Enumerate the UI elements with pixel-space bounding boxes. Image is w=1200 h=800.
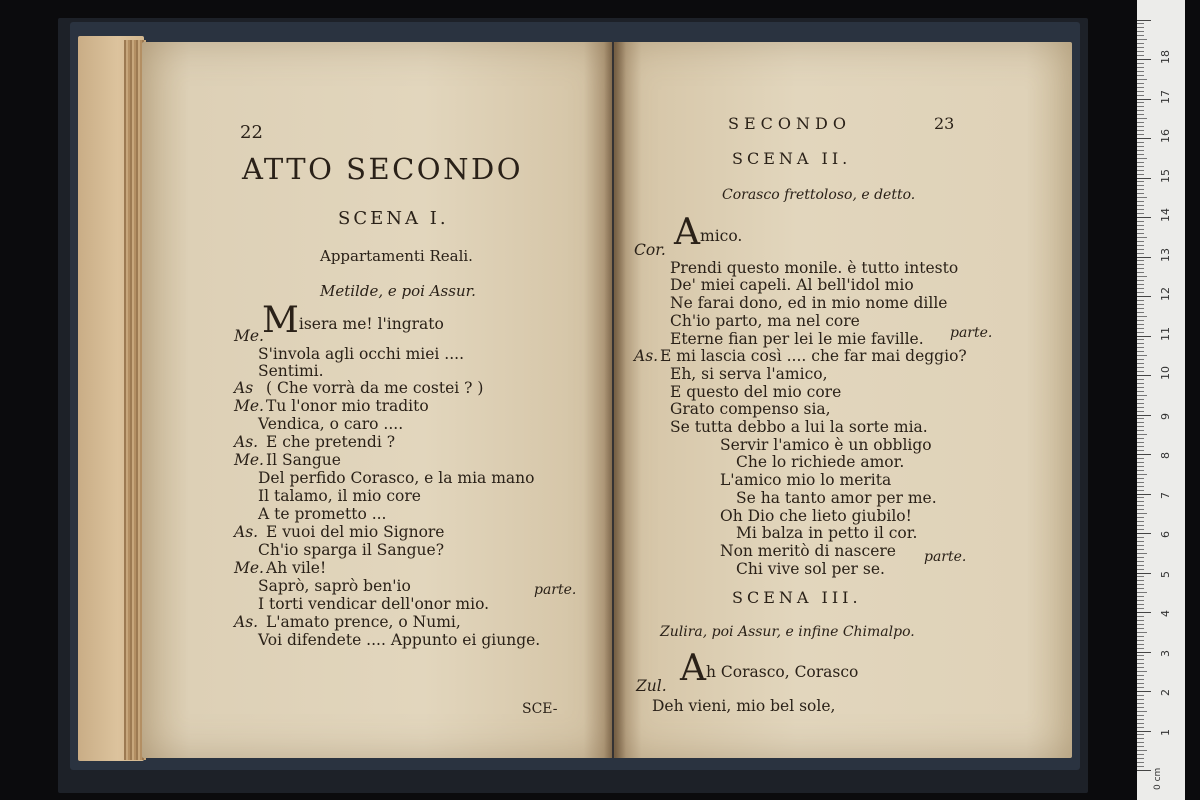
ruler-tick	[1137, 142, 1144, 143]
ruler-tick	[1137, 280, 1144, 281]
ruler-tick	[1137, 565, 1144, 566]
ruler-tick	[1137, 387, 1144, 388]
ruler-tick	[1137, 39, 1147, 40]
ruler-tick	[1137, 122, 1144, 123]
ruler-tick	[1137, 20, 1151, 21]
ruler-tick	[1137, 189, 1144, 190]
ruler-tick	[1137, 727, 1144, 728]
dialogue-line: E mi lascia così .... che far mai deggio?	[660, 347, 967, 366]
speaker-label: As	[234, 379, 254, 397]
ruler-tick	[1137, 249, 1144, 250]
ruler-tick	[1137, 640, 1144, 641]
ruler-tick	[1137, 363, 1144, 364]
right-page-number: 23	[934, 114, 955, 133]
ruler-tick	[1137, 300, 1144, 301]
dialogue-line: E vuoi del mio Signore	[266, 523, 445, 541]
ruler-tick	[1137, 446, 1144, 447]
speaker-label: Me.	[234, 559, 264, 577]
ruler-tick	[1137, 355, 1147, 356]
ruler-tick	[1137, 403, 1144, 404]
dialogue-line: Vendica, o caro ....	[258, 415, 404, 433]
ruler-tick	[1137, 79, 1147, 80]
left-page-number: 22	[240, 122, 263, 143]
ruler-tick	[1137, 383, 1144, 384]
ruler-label: 1	[1159, 728, 1172, 736]
ruler-tick	[1137, 675, 1144, 676]
ruler-tick	[1137, 316, 1147, 317]
ruler-tick	[1137, 312, 1144, 313]
ruler-tick	[1137, 339, 1144, 340]
ruler-tick	[1137, 659, 1144, 660]
speaker-label: Me.	[234, 451, 264, 469]
ruler-label: 10	[1159, 366, 1172, 380]
dialogue-line: Chi vive sol per se.	[736, 559, 885, 578]
ruler-tick	[1137, 636, 1144, 637]
ruler-tick	[1137, 754, 1144, 755]
ruler-tick	[1137, 762, 1144, 763]
ruler-tick	[1137, 162, 1144, 163]
ruler-tick	[1137, 146, 1144, 147]
ruler-tick	[1137, 276, 1147, 277]
ruler-tick	[1137, 573, 1151, 574]
ruler-tick	[1137, 268, 1144, 269]
ruler-tick	[1137, 399, 1144, 400]
ruler-tick	[1137, 486, 1144, 487]
ruler-tick	[1137, 185, 1144, 186]
speaker-label: As.	[234, 433, 259, 451]
ruler-tick	[1137, 91, 1144, 92]
ruler-tick	[1137, 723, 1144, 724]
ruler-label: 2	[1159, 689, 1172, 696]
ruler-tick	[1137, 731, 1151, 732]
ruler-label: 4	[1159, 610, 1172, 617]
ruler-tick	[1137, 351, 1144, 352]
ruler-tick	[1137, 55, 1144, 56]
speaker-label: As.	[234, 523, 259, 541]
dialogue-line: Voi difendete .... Appunto ei giunge.	[258, 631, 541, 649]
ruler-tick	[1137, 43, 1144, 44]
ruler-tick	[1137, 600, 1144, 601]
dialogue-line-rest: isera me! l'ingrato	[298, 315, 444, 333]
ruler-tick	[1137, 628, 1144, 629]
ruler-tick	[1137, 87, 1144, 88]
ruler-tick	[1137, 588, 1144, 589]
ruler-tick	[1137, 114, 1144, 115]
scene-heading-3: SCENA III.	[732, 588, 862, 607]
scene-setting: Appartamenti Reali.	[320, 247, 473, 265]
ruler-label: 17	[1159, 89, 1172, 104]
ruler-tick	[1137, 422, 1144, 423]
dialogue-line: Tu l'onor mio tradito	[266, 397, 429, 415]
ruler-label: 14	[1159, 208, 1172, 222]
dialogue-line: Del perfido Corasco, e la mia mano	[258, 469, 535, 487]
ruler-tick	[1137, 517, 1144, 518]
ruler-tick	[1137, 521, 1144, 522]
ruler-tick	[1137, 138, 1151, 139]
ruler-tick	[1137, 253, 1144, 254]
ruler-tick	[1137, 470, 1144, 471]
ruler-tick	[1137, 324, 1144, 325]
ruler-tick	[1137, 237, 1147, 238]
ruler-tick	[1137, 679, 1144, 680]
drop-capital: A	[674, 212, 700, 253]
right-page	[614, 42, 1072, 758]
exit-direction-2: parte.	[924, 549, 967, 565]
ruler-tick	[1137, 719, 1144, 720]
ruler-tick	[1137, 490, 1144, 491]
ruler-tick	[1137, 738, 1144, 739]
ruler-tick	[1137, 766, 1144, 767]
ruler-tick	[1137, 166, 1144, 167]
ruler-tick	[1137, 31, 1144, 32]
ruler-tick	[1137, 648, 1144, 649]
dialogue-line-rest: mico.	[700, 227, 743, 245]
ruler-tick	[1137, 284, 1144, 285]
ruler-tick	[1137, 367, 1144, 368]
ruler-tick	[1137, 118, 1147, 119]
ruler-tick	[1137, 170, 1144, 171]
ruler-tick	[1137, 158, 1147, 159]
ruler-tick	[1137, 576, 1144, 577]
ruler-tick	[1137, 260, 1144, 261]
ruler-tick	[1137, 304, 1144, 305]
ruler-tick	[1137, 426, 1144, 427]
open-book	[74, 26, 1074, 770]
ruler-tick	[1137, 347, 1144, 348]
exit-direction: parte.	[534, 582, 577, 598]
ruler-tick	[1137, 466, 1144, 467]
ruler-tick	[1137, 197, 1147, 198]
dialogue-line: Sentimi.	[258, 362, 324, 380]
ruler-tick	[1137, 343, 1144, 344]
ruler-tick	[1137, 742, 1144, 743]
ruler-tick	[1137, 758, 1144, 759]
ruler-tick	[1137, 130, 1144, 131]
ruler-tick	[1137, 683, 1144, 684]
ruler-tick	[1137, 257, 1151, 258]
ruler-tick	[1137, 418, 1144, 419]
ruler-tick	[1137, 695, 1144, 696]
scene-heading-2: SCENA II.	[732, 149, 852, 168]
ruler-tick	[1137, 59, 1151, 60]
ruler-tick	[1137, 430, 1144, 431]
dialogue-line-rest: h Corasco, Corasco	[706, 663, 859, 681]
ruler-tick	[1137, 201, 1144, 202]
dialogue-line: L'amico mio lo merita	[720, 471, 892, 490]
ruler-tick	[1137, 715, 1144, 716]
scene-heading: SCENA I.	[338, 208, 449, 229]
exit-direction-1: parte.	[950, 325, 993, 341]
dialogue-line: Eh, si serva l'amico,	[670, 364, 828, 383]
ruler-tick	[1137, 699, 1144, 700]
dialogue-line: ( Che vorrà da me costei ? )	[266, 379, 484, 397]
ruler-tick	[1137, 71, 1144, 72]
ruler-tick	[1137, 553, 1147, 554]
dialogue-line: Servir l'amico è un obbligo	[720, 435, 932, 454]
dialogue-line: A te prometto ...	[258, 505, 387, 523]
ruler-tick	[1137, 134, 1144, 135]
ruler-label: 13	[1159, 247, 1172, 262]
act-title: ATTO SECONDO	[242, 152, 523, 186]
dialogue-line: Il talamo, il mio core	[258, 487, 421, 505]
ruler-tick	[1137, 474, 1147, 475]
drop-capital: A	[680, 648, 706, 689]
ruler-tick	[1137, 592, 1147, 593]
ruler-label: 6	[1159, 531, 1172, 538]
ruler-tick	[1137, 438, 1144, 439]
ruler-tick	[1137, 620, 1144, 621]
scene-characters-3: Zulira, poi Assur, e infine Chimalpo.	[660, 624, 915, 640]
ruler-tick	[1137, 27, 1144, 28]
ruler-tick	[1137, 391, 1144, 392]
ruler-tick	[1137, 154, 1144, 155]
ruler-tick	[1137, 450, 1144, 451]
ruler-tick	[1137, 632, 1147, 633]
ruler-tick	[1137, 99, 1151, 100]
ruler-label: 7	[1159, 491, 1172, 499]
ruler-tick	[1137, 569, 1144, 570]
ruler-tick	[1137, 557, 1144, 558]
ruler-tick	[1137, 454, 1151, 455]
ruler-tick	[1137, 655, 1144, 656]
ruler-tick	[1137, 608, 1144, 609]
dialogue-line	[674, 212, 743, 253]
ruler-tick	[1137, 537, 1144, 538]
ruler-tick	[1137, 233, 1144, 234]
ruler-tick	[1137, 110, 1144, 111]
ruler-tick	[1137, 462, 1144, 463]
book-gutter	[604, 42, 626, 758]
ruler-tick	[1137, 371, 1144, 372]
ruler-tick	[1137, 229, 1144, 230]
ruler-tick	[1137, 750, 1147, 751]
dialogue-line: De' miei capeli. Al bell'idol mio	[670, 276, 914, 295]
ruler-label: 5	[1159, 570, 1172, 578]
ruler-tick	[1137, 205, 1144, 206]
ruler-label: 8	[1159, 452, 1172, 459]
ruler-tick	[1137, 83, 1144, 84]
dialogue-line: Oh Dio che lieto giubilo!	[720, 506, 912, 525]
ruler-tick	[1137, 478, 1144, 479]
ruler-tick	[1137, 63, 1144, 64]
dialogue-line: Se tutta debbo a lui la sorte mia.	[670, 418, 928, 436]
ruler-tick	[1137, 415, 1151, 416]
ruler-tick	[1137, 292, 1144, 293]
ruler-tick	[1137, 652, 1151, 653]
ruler-tick	[1137, 23, 1144, 24]
ruler-tick	[1137, 150, 1144, 151]
ruler-tick	[1137, 584, 1144, 585]
ruler-tick	[1137, 691, 1151, 692]
ruler-label: 16	[1159, 129, 1172, 143]
ruler-tick	[1137, 616, 1144, 617]
ruler-tick	[1137, 525, 1144, 526]
ruler-tick	[1137, 509, 1144, 510]
ruler-tick	[1137, 213, 1144, 214]
ruler-tick	[1137, 770, 1151, 771]
ruler-tick	[1137, 217, 1151, 218]
ruler-tick	[1137, 245, 1144, 246]
dialogue-line: Prendi questo monile. è tutto intesto	[670, 258, 959, 277]
ruler-label: 11	[1159, 326, 1172, 341]
dialogue-line: Eterne fian per lei le mie faville.	[670, 329, 924, 348]
ruler-tick	[1137, 545, 1144, 546]
left-page	[142, 42, 612, 758]
ruler-tick	[1137, 225, 1144, 226]
speaker-label: As.	[634, 347, 659, 366]
ruler-tick	[1137, 102, 1144, 103]
ruler-label: 3	[1159, 649, 1172, 657]
dialogue-line: Ne farai dono, ed in mio nome dille	[670, 294, 948, 313]
ruler-tick	[1137, 178, 1151, 179]
ruler-tick	[1137, 533, 1151, 534]
ruler-tick	[1137, 612, 1151, 613]
ruler-tick	[1137, 497, 1144, 498]
ruler-tick	[1137, 375, 1151, 376]
ruler-tick	[1137, 407, 1144, 408]
ruler-tick	[1137, 126, 1144, 127]
ruler-tick	[1137, 687, 1144, 688]
ruler-tick	[1137, 505, 1144, 506]
ruler-tick	[1137, 35, 1144, 36]
ruler-tick	[1137, 308, 1144, 309]
ruler-tick	[1137, 174, 1144, 175]
dialogue-line: Non meritò di nascere	[720, 541, 896, 560]
ruler-tick	[1137, 604, 1144, 605]
ruler-label: 15	[1159, 168, 1172, 183]
dialogue-line	[680, 648, 859, 689]
ruler-tick	[1137, 106, 1144, 107]
ruler-tick	[1137, 707, 1144, 708]
ruler-tick	[1137, 264, 1144, 265]
catchword: SCE-	[522, 701, 558, 717]
dialogue-line: Che lo richiede amor.	[736, 453, 905, 472]
ruler-tick	[1137, 703, 1144, 704]
dialogue-line: Deh vieni, mio bel sole,	[652, 697, 836, 715]
ruler-label: 12	[1159, 287, 1172, 301]
speaker-label: As.	[234, 613, 259, 631]
ruler-tick	[1137, 359, 1144, 360]
ruler-tick	[1137, 336, 1151, 337]
ruler-tick	[1137, 47, 1144, 48]
ruler-tick	[1137, 411, 1144, 412]
ruler-tick	[1137, 549, 1144, 550]
ruler-tick	[1137, 332, 1144, 333]
drop-capital: M	[262, 300, 299, 341]
running-head: SECONDO	[728, 114, 851, 133]
ruler-tick	[1137, 241, 1144, 242]
ruler-tick	[1137, 51, 1144, 52]
dialogue-line: Mi balza in petto il cor.	[736, 524, 918, 543]
ruler-label: 9	[1159, 412, 1172, 420]
speaker-label: Zul.	[636, 677, 667, 695]
ruler-label: 18	[1159, 50, 1172, 64]
ruler-tick	[1137, 561, 1144, 562]
dialogue-line: Saprò, saprò ben'io	[258, 577, 411, 595]
ruler-unit: 0 cm	[1153, 767, 1163, 790]
dialogue-line: E che pretendi ?	[266, 433, 396, 451]
scale-ruler	[1137, 0, 1185, 800]
dialogue-line: E questo del mio core	[670, 382, 842, 401]
dialogue-line: Ch'io parto, ma nel core	[670, 311, 860, 330]
ruler-tick	[1137, 513, 1147, 514]
scene-characters: Metilde, e poi Assur.	[320, 282, 476, 300]
ruler-tick	[1137, 379, 1144, 380]
ruler-tick	[1137, 209, 1144, 210]
ruler-tick	[1137, 501, 1144, 502]
dialogue-line	[262, 300, 444, 341]
dialogue-line: L'amato prence, o Numi,	[266, 613, 461, 631]
ruler-tick	[1137, 434, 1147, 435]
ruler-tick	[1137, 580, 1144, 581]
speaker-label: Cor.	[634, 241, 666, 259]
dialogue-line: Grato compenso sia,	[670, 400, 831, 419]
ruler-tick	[1137, 494, 1151, 495]
ruler-tick	[1137, 596, 1144, 597]
dialogue-line: Il Sangue	[266, 451, 341, 469]
ruler-tick	[1137, 671, 1147, 672]
ruler-tick	[1137, 328, 1144, 329]
ruler-tick	[1137, 711, 1147, 712]
dialogue-line: I torti vendicar dell'onor mio.	[258, 595, 490, 613]
ruler-tick	[1137, 296, 1151, 297]
ruler-tick	[1137, 482, 1144, 483]
dialogue-line: Ch'io sparga il Sangue?	[258, 541, 445, 559]
ruler-tick	[1137, 95, 1144, 96]
ruler-tick	[1137, 663, 1144, 664]
dialogue-line: Se ha tanto amor per me.	[736, 488, 937, 507]
ruler-tick	[1137, 442, 1144, 443]
ruler-tick	[1137, 395, 1147, 396]
dialogue-line: S'invola agli occhi miei ....	[258, 345, 465, 363]
ruler-tick	[1137, 541, 1144, 542]
ruler-tick	[1137, 734, 1144, 735]
ruler-tick	[1137, 624, 1144, 625]
ruler-tick	[1137, 644, 1144, 645]
ruler-tick	[1137, 221, 1144, 222]
ruler-tick	[1137, 458, 1144, 459]
ruler-tick	[1137, 529, 1144, 530]
ruler-tick	[1137, 193, 1144, 194]
dialogue-line: Ah vile!	[266, 559, 327, 577]
ruler-tick	[1137, 288, 1144, 289]
ruler-tick	[1137, 75, 1144, 76]
ruler-tick	[1137, 667, 1144, 668]
speaker-label: Me.	[234, 397, 264, 415]
ruler-tick	[1137, 320, 1144, 321]
ruler-tick	[1137, 181, 1144, 182]
ruler-tick	[1137, 272, 1144, 273]
speaker-label: Me.	[234, 327, 264, 345]
ruler-tick	[1137, 746, 1144, 747]
ruler-tick	[1137, 67, 1144, 68]
scene-characters-2: Corasco frettoloso, e detto.	[722, 187, 916, 203]
